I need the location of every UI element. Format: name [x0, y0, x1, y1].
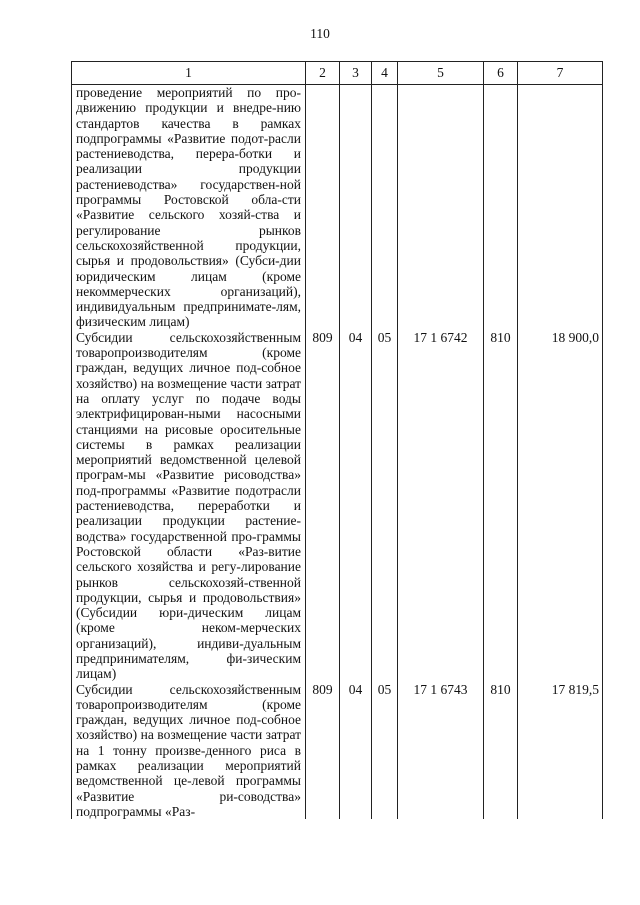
table-row: [72, 682, 603, 820]
column-header-2: 2: [306, 62, 340, 85]
row-section-code: 04: [340, 682, 372, 820]
row-description: Субсидии сельскохозяйственным товаропроизводителям (кроме граждан, ведущих личное под-собное хозяйство) на возмещение части затрат на оплату услуг по подаче воды электрифицирован-ными насосными станциями на рисовые оросительные системы в рамках реализации мероприятий ведомственной целевой програм-мы «Развитие рисоводства» под-программы «Развитие подотрасли растениеводства, переработки и реализации продукции растение-водства» государственной про-граммы Ростовской области «Раз-витие сельского хозяйства и регу-лирование рынков сельскохозяй-ственной продукции, сырья и продовольствия» (Субсидии юри-дическим лицам (кроме неком-мерческих организаций), индиви-дуальным предпринимателям, фи-зическим лицам): [72, 330, 306, 682]
column-header-1: 1: [72, 62, 306, 85]
row-amount: [518, 85, 603, 330]
row-section-code: 04: [340, 330, 372, 682]
row-ministry-code: 809: [306, 330, 340, 682]
column-header-7: 7: [518, 62, 603, 85]
column-header-3: 3: [340, 62, 372, 85]
row-target-article: 17 1 6743: [398, 682, 484, 820]
page-number: 110: [310, 26, 330, 41]
budget-table: [71, 61, 603, 819]
row-target-article: 17 1 6742: [398, 330, 484, 682]
row-target-article: [398, 85, 484, 330]
row-expense-type: 810: [484, 682, 518, 820]
row-expense-type: [484, 85, 518, 330]
table-header-row: [72, 62, 603, 85]
row-amount: 18 900,0: [518, 330, 603, 682]
row-section-code: [340, 85, 372, 330]
row-subsection-code: 05: [372, 682, 398, 820]
row-ministry-code: 809: [306, 682, 340, 820]
column-header-5: 5: [398, 62, 484, 85]
column-header-4: 4: [372, 62, 398, 85]
table-row: [72, 85, 603, 330]
row-description: проведение мероприятий по про-движению продукции и внедре-нию стандартов качества в рамках подпрограммы «Развитие подот-расли растениеводства, перера-ботки и реализации продукции растениеводства» государствен-ной программы Ростовской обла-сти «Развитие сельского хозяй-ства и регулирование рынков сельскохозяйственной продукции, сырья и продовольствия» (Субси-дии юридическим лицам (кроме некоммерческих организаций), индивидуальным предпринимате-лям, физическим лицам): [72, 85, 306, 330]
row-expense-type: 810: [484, 330, 518, 682]
column-header-6: 6: [484, 62, 518, 85]
row-subsection-code: [372, 85, 398, 330]
row-subsection-code: 05: [372, 330, 398, 682]
row-ministry-code: [306, 85, 340, 330]
row-description: Субсидии сельскохозяйственным товаропроизводителям (кроме граждан, ведущих личное под-собное хозяйство) на возмещение части затрат на 1 тонну произве-денного риса в рамках реализации мероприятий ведомственной це-левой программы «Развитие ри-соводства» подпрограммы «Раз-: [72, 682, 306, 820]
table-row: [72, 330, 603, 682]
row-amount: 17 819,5: [518, 682, 603, 820]
